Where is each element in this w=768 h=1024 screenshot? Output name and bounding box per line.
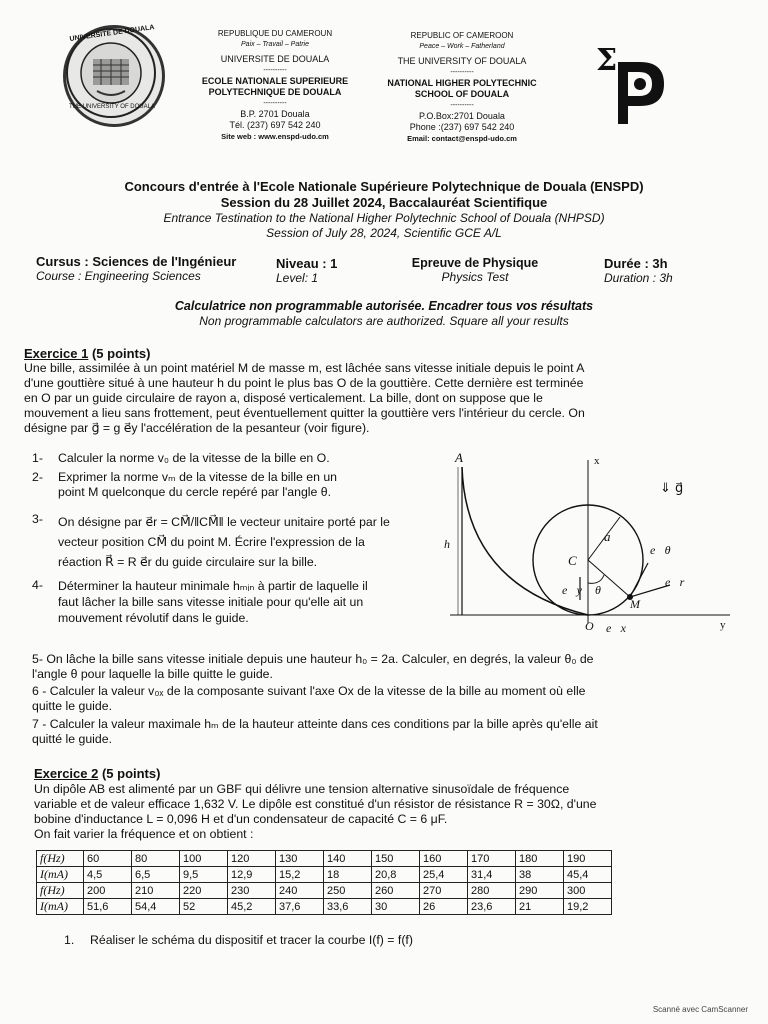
ex2-intro: [34, 782, 734, 842]
table-cell: 200: [84, 883, 132, 899]
label-ey: e⃗y: [562, 583, 582, 597]
ex2-q1-text: Réaliser le schéma du dispositif et tracer la courbe I(f) = f(f): [90, 933, 413, 947]
ex2-title: [34, 766, 160, 781]
motto-fr: Paix – Travail – Patrie: [241, 41, 309, 48]
epreuve: Epreuve de Physique: [411, 256, 539, 270]
cursus: Cursus : Sciences de l'Ingénieur: [36, 254, 237, 269]
duration: Duration : 3h: [604, 271, 673, 285]
logo-text-top: UNIVERSITE DE DOUALA: [69, 24, 155, 43]
header-right: REPUBLIC OF CAMEROON Peace – Work – Fatherland THE UNIVERSITY OF DOUALA ---------- NATIONAL HIGHER POLYTECHNIC SCHOOL OF DOUALA ---------- P.O.Box:2701 Douala Phone :(237) 697 542 240 Email: contact@enspd-udo.cm: [372, 30, 552, 144]
ex2-intro-line: Un dipôle AB est alimenté par un GBF qui délivre une tension alternative sinusoïdale de fréquence: [34, 782, 570, 796]
label-h: h: [444, 537, 450, 551]
ex1-q5-line: l'angle θ pour laquelle la bille quitte le guide.: [32, 667, 273, 681]
ex1-q4-text: [58, 578, 438, 626]
table-cell: 220: [180, 883, 228, 899]
physics-figure: [440, 445, 740, 645]
table-cell: 38: [516, 867, 564, 883]
table-cell: 290: [516, 883, 564, 899]
ex2-q1-num: 1.: [64, 933, 75, 947]
ex1-q1-num: 1-: [32, 451, 43, 465]
ex1-q4-line: faut lâcher la bille sans vitesse initiale pour qu'elle ait un: [58, 595, 364, 609]
table-cell: 60: [84, 851, 132, 867]
table-cell: 4,5: [84, 867, 132, 883]
table-cell: 130: [276, 851, 324, 867]
ex1-points: (5 points): [88, 346, 151, 361]
label-C: C: [568, 553, 577, 568]
ex1-q5: [32, 652, 732, 682]
course: Course : Engineering Sciences: [36, 269, 201, 283]
table-cell: 51,6: [84, 899, 132, 915]
niveau: Niveau : 1: [276, 256, 338, 271]
table-cell: 26: [420, 899, 468, 915]
label-x: x: [594, 455, 600, 467]
table-cell: 180: [516, 851, 564, 867]
table-row-header: I(mA): [37, 867, 84, 883]
ex1-q5-line: 5- On lâche la bille sans vitesse initiale depuis une hauteur h₀ = 2a. Calculer, en degrés, la valeur θ₀ de: [32, 652, 594, 666]
table-row: [37, 867, 612, 883]
school-en-1: NATIONAL HIGHER POLYTECHNIC: [387, 78, 537, 88]
table-cell: 18: [324, 867, 372, 883]
ex1-q2-num: 2-: [32, 470, 43, 484]
table-cell: 230: [228, 883, 276, 899]
table-cell: 21: [516, 899, 564, 915]
phone-en: Phone :(237) 697 542 240: [409, 122, 515, 132]
ex1-q2-text: [58, 470, 438, 500]
title-line-2: Session du 28 Juillet 2024, Baccalauréat Scientifique: [220, 195, 548, 210]
table-cell: 280: [468, 883, 516, 899]
calc-en: Non programmable calculators are authorized. Square all your results: [199, 314, 569, 328]
epreuve-block: [395, 256, 555, 284]
ex2-intro-line: bobine d'inductance L = 0,096 H et d'un condensateur de capacité C = 6 μF.: [34, 812, 448, 826]
table-cell: 33,6: [324, 899, 372, 915]
calc-fr: Calculatrice non programmable autorisée. Encadrer tous vos résultats: [174, 299, 594, 313]
table-cell: 260: [372, 883, 420, 899]
table-cell: 45,2: [228, 899, 276, 915]
label-O: O: [585, 619, 594, 633]
university-en: THE UNIVERSITY OF DOUALA: [397, 56, 527, 66]
enspd-logo: [592, 40, 672, 130]
ex1-q3-line: vecteur position CM⃗ du point M. Écrire l'expression de la: [58, 535, 365, 549]
svg-text:Σ: Σ: [596, 43, 618, 78]
calculator-note: [40, 299, 728, 328]
table-cell: 150: [372, 851, 420, 867]
table-cell: 23,6: [468, 899, 516, 915]
ex1-intro-line: désigne par g⃗ = g e⃗y l'accélération de la pesanteur (voir figure).: [24, 421, 370, 435]
email-en: Email: contact@enspd-udo.cm: [407, 134, 517, 143]
table-row-header: f(Hz): [37, 883, 84, 899]
table-cell: 140: [324, 851, 372, 867]
level-block: [276, 256, 366, 285]
po-en: P.O.Box:2701 Douala: [419, 111, 505, 121]
ex2-intro-line: On fait varier la fréquence et on obtient :: [34, 827, 254, 841]
ex1-q3-text: [58, 512, 438, 572]
cursus-block: [36, 254, 266, 283]
school-en-2: SCHOOL OF DOUALA: [414, 89, 510, 99]
table-cell: 270: [420, 883, 468, 899]
ex1-q2-line: point M quelconque du cercle repéré par l'angle θ.: [58, 485, 332, 499]
table-row: [37, 883, 612, 899]
table-cell: 52: [180, 899, 228, 915]
duree-block: [604, 256, 704, 285]
ex1-q7-line: 7 - Calculer la valeur maximale hₘ de la hauteur atteinte dans ces conditions par la bille après qu'elle ait: [32, 717, 598, 731]
ex1-q2-line: Exprimer la norme vₘ de la vitesse de la bille en un: [58, 470, 338, 484]
label-etheta: e⃗θ: [650, 543, 671, 557]
table-cell: 15,2: [276, 867, 324, 883]
ex2-intro-line: variable et de valeur efficace 1,632 V. Le dipôle est constitué d'un résistor de résistance R = 30Ω, d'une: [34, 797, 597, 811]
label-A: A: [455, 450, 463, 465]
ex1-q4-line: Déterminer la hauteur minimale hₘᵢₙ à partir de laquelle il: [58, 579, 368, 593]
ex1-intro-line: mouvement a lieu sans frottement, peut éventuellement quitter la gouttière vers l'intérieur du cercle. On: [24, 406, 585, 420]
table-cell: 170: [468, 851, 516, 867]
label-theta: θ: [595, 583, 601, 597]
table-cell: 30: [372, 899, 420, 915]
ex1-q1-text: Calculer la norme v₀ de la vitesse de la bille en O.: [58, 451, 330, 465]
table-cell: 25,4: [420, 867, 468, 883]
table-cell: 45,4: [564, 867, 612, 883]
label-M: M: [630, 597, 640, 611]
scanner-footer: Scanné avec CamScanner: [652, 1005, 748, 1014]
logo-text-bottom: THE UNIVERSITY OF DOUALA: [69, 104, 155, 110]
table-cell: 9,5: [180, 867, 228, 883]
frequency-table: [36, 850, 612, 915]
title-line-4: Session of July 28, 2024, Scientific GCE A/L: [266, 226, 502, 240]
ex1-q7-line: quitté le guide.: [32, 732, 112, 746]
table-cell: 12,9: [228, 867, 276, 883]
label-er: e⃗r: [665, 575, 685, 589]
ex1-q6: [32, 684, 732, 714]
table-row: [37, 851, 612, 867]
republic-en: REPUBLIC OF CAMEROON: [410, 31, 514, 40]
ex1-q3-line: On désigne par e⃗r = CM⃗/‖CM⃗‖ le vecteur unitaire porté par le: [58, 515, 390, 529]
table-cell: 210: [132, 883, 180, 899]
ex2-title-label: Exercice 2: [34, 766, 99, 781]
table-cell: 19,2: [564, 899, 612, 915]
ex2-points: (5 points): [98, 766, 161, 781]
table-cell: 300: [564, 883, 612, 899]
school-fr-2: POLYTECHNIQUE DE DOUALA: [208, 87, 342, 97]
ex1-q4-num: 4-: [32, 578, 43, 592]
table-cell: 6,5: [132, 867, 180, 883]
republic-fr: REPUBLIQUE DU CAMEROUN: [217, 29, 333, 38]
school-fr-1: ECOLE NATIONALE SUPERIEURE: [201, 76, 349, 86]
ex1-q6-line: 6 - Calculer la valeur v₀ₓ de la composante suivant l'axe Ox de la vitesse de la bille au moment où elle: [32, 684, 586, 698]
tel-fr: Tél. (237) 697 542 240: [229, 120, 321, 130]
gravity-icon: ⇓ g⃗: [660, 481, 684, 496]
table-cell: 250: [324, 883, 372, 899]
table-cell: 100: [180, 851, 228, 867]
table-cell: 80: [132, 851, 180, 867]
ex1-q6-line: quitte le guide.: [32, 699, 112, 713]
table-cell: 190: [564, 851, 612, 867]
label-y: y: [720, 619, 726, 631]
web-fr: Site web : www.enspd-udo.cm: [221, 132, 329, 141]
table-cell: 31,4: [468, 867, 516, 883]
ex1-intro-line: en O par un guide circulaire de rayon a, disposé verticalement. La bille, dont on suppose que le: [24, 391, 543, 405]
label-a: a: [604, 529, 611, 544]
table-row: [37, 899, 612, 915]
ex1-q3-line: réaction R⃗ = R e⃗r du guide circulaire sur la bille.: [58, 555, 318, 569]
ex1-intro-line: Une bille, assimilée à un point matériel M de masse m, est lâchée sans vitesse initiale depuis le point A: [24, 361, 585, 375]
title-block: [40, 179, 728, 241]
table-cell: 120: [228, 851, 276, 867]
table-row-header: I(mA): [37, 899, 84, 915]
motto-en: Peace – Work – Fatherland: [419, 43, 505, 50]
label-ex: e⃗x: [606, 621, 626, 635]
table-cell: 37,6: [276, 899, 324, 915]
ex1-title: [24, 346, 150, 361]
title-line-3: Entrance Testination to the National Higher Polytechnic School of Douala (NHPSD): [163, 211, 605, 225]
bp-fr: B.P. 2701 Douala: [240, 109, 310, 119]
table-cell: 20,8: [372, 867, 420, 883]
ex1-q3-num: 3-: [32, 512, 43, 526]
ex1-title-label: Exercice 1: [24, 346, 89, 361]
ex1-q4-line: mouvement révolutif dans le guide.: [58, 611, 249, 625]
table-row-header: f(Hz): [37, 851, 84, 867]
title-line-1: Concours d'entrée à l'Ecole Nationale Supérieure Polytechnique de Douala (ENSPD): [124, 179, 644, 194]
header-left: REPUBLIQUE DU CAMEROUN Paix – Travail – Patrie UNIVERSITE DE DOUALA ---------- ECOLE NATIONALE SUPERIEURE POLYTECHNIQUE DE DOUALA ---------- B.P. 2701 Douala Tél. (237) 697 542 240 Site web : www.enspd-udo.cm: [185, 28, 365, 142]
level: Level: 1: [276, 271, 319, 285]
ex1-q7: [32, 717, 732, 747]
ex1-intro-line: d'une gouttière situé à une hauteur h du point le plus bas O de la gouttière. Cette dernière est terminée: [24, 376, 584, 390]
table-cell: 54,4: [132, 899, 180, 915]
university-fr: UNIVERSITE DE DOUALA: [220, 54, 330, 64]
table-cell: 160: [420, 851, 468, 867]
table-cell: 240: [276, 883, 324, 899]
test: Physics Test: [441, 270, 509, 284]
ex1-intro: [24, 361, 724, 436]
duree: Durée : 3h: [604, 256, 668, 271]
